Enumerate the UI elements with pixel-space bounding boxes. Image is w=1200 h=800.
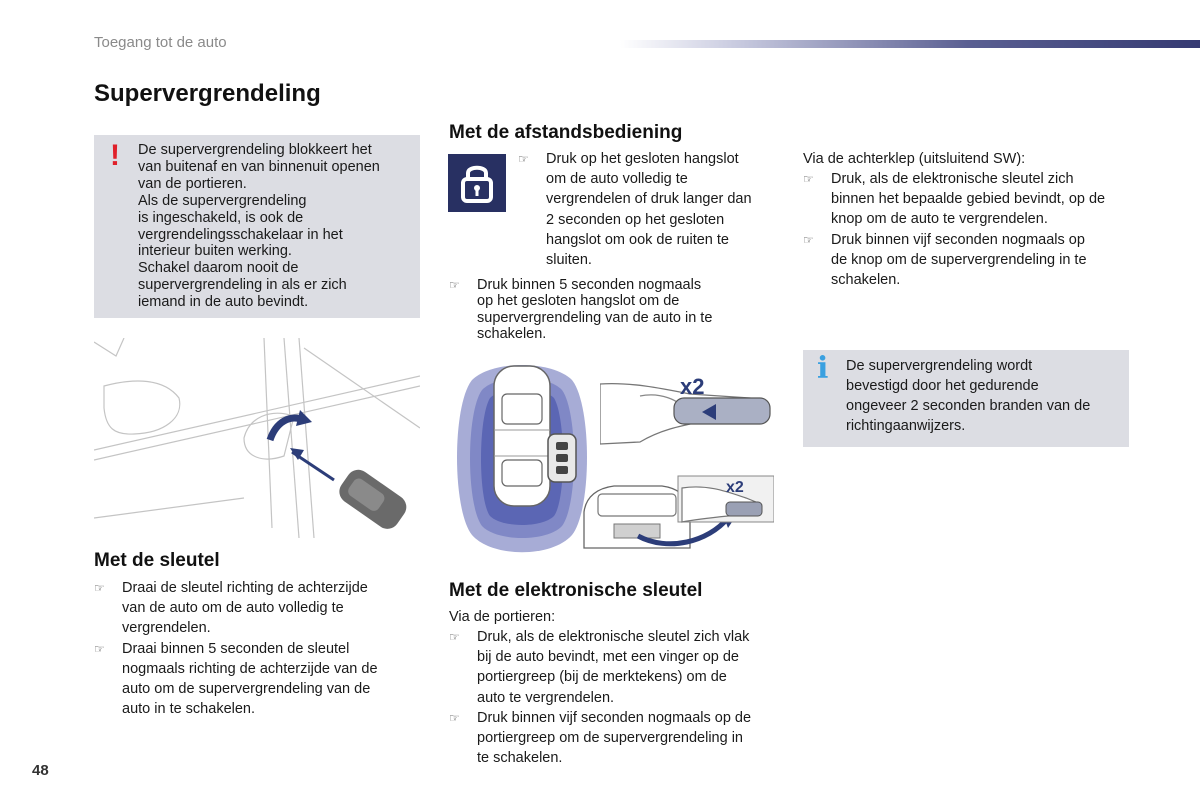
list-line: nogmaals richting de achterzijde van de xyxy=(122,660,378,677)
list-item xyxy=(94,639,414,720)
elektronisch-intro: Via de portieren: xyxy=(449,609,556,625)
list-line: om de auto volledig te xyxy=(546,171,688,188)
section-header: Toegang tot de auto xyxy=(94,34,227,51)
list-line: de knop om de supervergrendeling in te xyxy=(831,251,1087,268)
list-line: hangslot om ook de ruiten te xyxy=(546,231,729,248)
list-line: van de auto om de auto volledig te xyxy=(122,600,344,617)
afstandsbediening-item-2 xyxy=(449,277,769,342)
list-item xyxy=(518,149,778,270)
header-decoration-bar xyxy=(620,40,1200,48)
list-line: schakelen. xyxy=(831,272,901,289)
list-line: binnen het bepaalde gebied bevindt, op de xyxy=(831,191,1106,208)
pointing-hand-icon: ☞ xyxy=(449,278,460,292)
pointing-hand-icon: ☞ xyxy=(94,581,105,595)
list-line: supervergrendeling van de auto in te xyxy=(477,309,713,326)
info-icon: i xyxy=(817,351,829,386)
pointing-hand-icon: ☞ xyxy=(518,152,529,166)
afstandsbediening-item-1 xyxy=(518,149,778,270)
warning-line: De supervergrendeling blokkeert het xyxy=(138,142,372,158)
list-item xyxy=(803,169,1138,230)
list-item xyxy=(449,277,769,342)
list-line: auto in te schakelen. xyxy=(122,701,256,718)
padlock-icon xyxy=(448,154,506,212)
list-line: auto te vergrendelen. xyxy=(477,689,615,706)
list-line: te schakelen. xyxy=(477,750,563,767)
info-line: ongeveer 2 seconden branden van de xyxy=(846,398,1091,415)
info-line: bevestigd door het gedurende xyxy=(846,378,1039,395)
list-line: Draai binnen 5 seconden de sleutel xyxy=(122,640,350,657)
list-line: vergrendelen. xyxy=(122,620,211,637)
key-door-illustration xyxy=(94,338,420,538)
list-line: Druk binnen vijf seconden nogmaals op de xyxy=(477,709,752,726)
warning-line: vergrendelingsschakelaar in het xyxy=(138,226,343,243)
list-line: schakelen. xyxy=(477,325,547,342)
elektronisch-list xyxy=(449,627,779,768)
list-item xyxy=(94,578,414,639)
x2-label-bottom: x2 xyxy=(726,479,744,496)
pointing-hand-icon: ☞ xyxy=(803,172,814,186)
list-line: Druk, als de elektronische sleutel zich vlak xyxy=(477,629,750,645)
pointing-hand-icon: ☞ xyxy=(94,641,105,656)
warning-line: Als de supervergrendeling xyxy=(138,192,307,209)
list-line: 2 seconden op het gesloten xyxy=(546,211,725,228)
pointing-hand-icon: ☞ xyxy=(449,710,460,725)
pointing-hand-icon: ☞ xyxy=(803,232,814,247)
list-line: Druk op het gesloten hangslot xyxy=(546,151,739,167)
list-line: sluiten. xyxy=(546,252,592,269)
list-line: Draai de sleutel richting de achterzijde xyxy=(122,580,368,596)
list-line: portiergreep (bij de merktekens) om de xyxy=(477,669,727,686)
warning-line: van de portieren. xyxy=(138,175,247,192)
achterklep-list xyxy=(803,169,1138,290)
list-line: portiergreep om de supervergrendeling in xyxy=(477,730,743,747)
list-line: Druk, als de elektronische sleutel zich xyxy=(831,171,1074,187)
hand-door-handle-illustration xyxy=(600,370,774,450)
exclamation-icon: ! xyxy=(110,139,120,172)
car-zone-illustration xyxy=(452,360,592,555)
page-title: Supervergrendeling xyxy=(94,80,321,107)
pointing-hand-icon: ☞ xyxy=(449,630,460,644)
warning-line: Schakel daarom nooit de xyxy=(138,260,299,277)
list-item xyxy=(803,230,1138,291)
info-line: De supervergrendeling wordt xyxy=(846,358,1033,374)
heading-met-de-afstandsbediening: Met de afstandsbediening xyxy=(449,122,683,143)
x2-label-top: x2 xyxy=(680,374,705,399)
achterklep-intro: Via de achterklep (uitsluitend SW): xyxy=(803,151,1026,167)
page-number: 48 xyxy=(32,762,49,779)
list-line: op het gesloten hangslot om de xyxy=(477,293,680,310)
info-line: richtingaanwijzers. xyxy=(846,418,966,435)
list-line: auto om de supervergrendeling van de xyxy=(122,681,371,698)
list-line: Druk binnen 5 seconden nogmaals xyxy=(477,277,702,293)
list-line: knop om de auto te vergrendelen. xyxy=(831,211,1048,228)
warning-line: van buitenaf en van binnenuit openen xyxy=(138,158,380,175)
tailgate-illustration xyxy=(578,472,774,554)
warning-line: supervergrendeling in als er zich xyxy=(138,277,347,294)
sleutel-list xyxy=(94,578,414,719)
heading-met-de-sleutel: Met de sleutel xyxy=(94,550,220,571)
warning-box xyxy=(94,135,420,318)
padlock-icon xyxy=(448,154,506,212)
warning-line: interieur buiten werking. xyxy=(138,243,292,260)
list-line: Druk binnen vijf seconden nogmaals op xyxy=(831,231,1085,248)
list-line: bij de auto bevindt, met een vinger op de xyxy=(477,649,739,666)
info-box xyxy=(803,350,1129,447)
warning-line: is ingeschakeld, is ook de xyxy=(138,209,304,226)
list-item xyxy=(449,708,779,769)
list-item xyxy=(449,627,779,708)
heading-met-de-elektronische-sleutel: Met de elektronische sleutel xyxy=(449,580,703,601)
list-line: vergrendelen of druk langer dan xyxy=(546,191,752,208)
warning-line: iemand in de auto bevindt. xyxy=(138,294,309,311)
